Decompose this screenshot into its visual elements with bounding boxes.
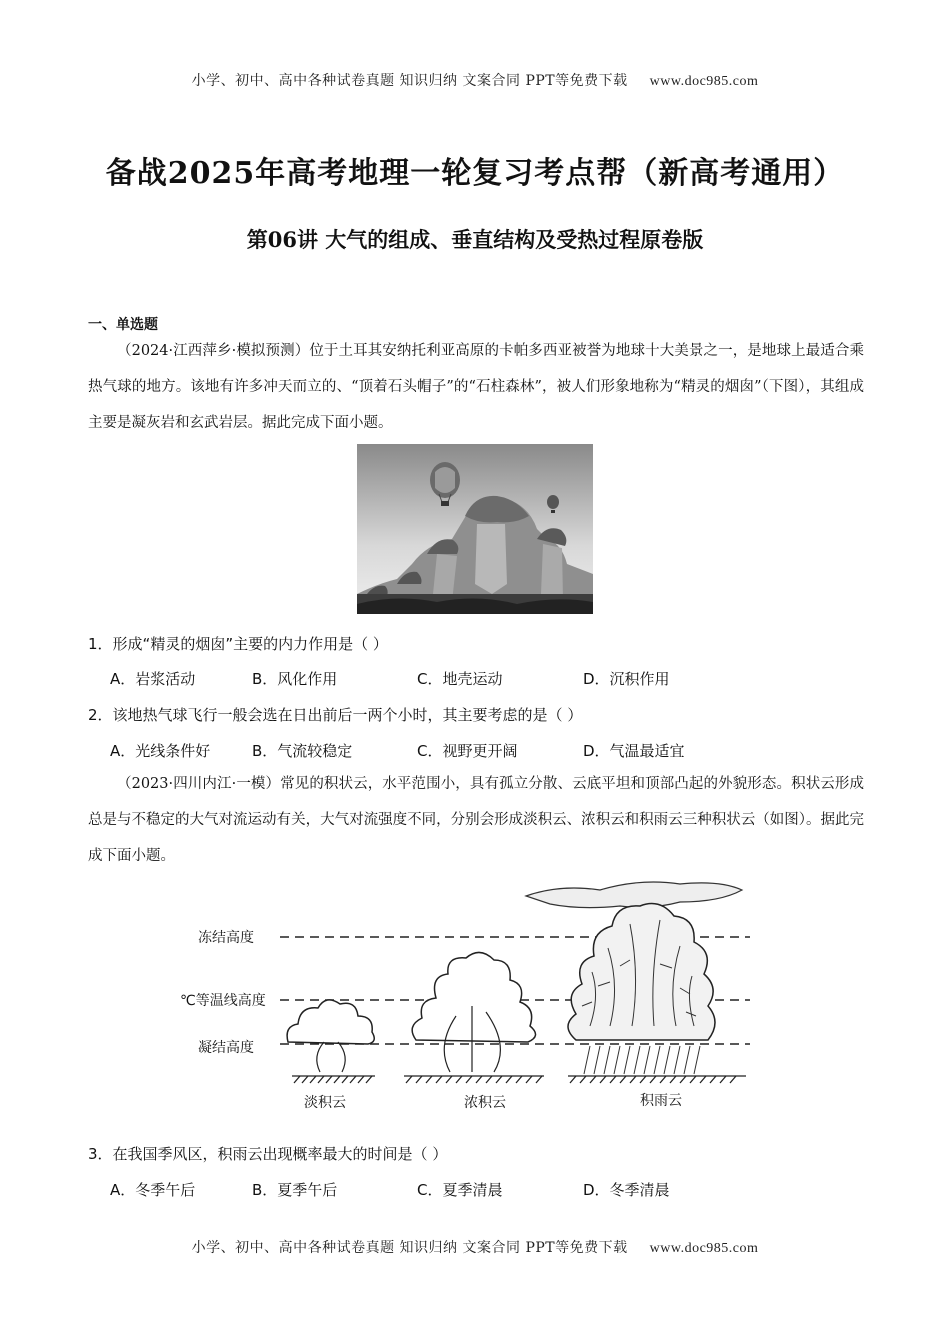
condensation-level-label: 凝结高度 — [198, 1040, 254, 1056]
cumulus-congestus-label: 浓积云 — [464, 1095, 506, 1111]
cumulus-humilis-cloud — [287, 1000, 374, 1044]
freezing-level-label: 冻结高度 — [198, 930, 254, 946]
page-header — [0, 70, 950, 90]
cumulonimbus-cloud — [568, 904, 715, 1040]
header-site-link[interactable]: www.doc985.com — [649, 74, 759, 89]
cumulonimbus-anvil — [526, 882, 742, 908]
cumulus-humilis-label: 淡积云 — [304, 1095, 346, 1111]
option-d[interactable]: D．气温最适宜 — [583, 742, 685, 760]
option-a[interactable]: A．光线条件好 — [110, 742, 211, 760]
option-a[interactable]: A．岩浆活动 — [110, 670, 196, 688]
question-2: 2．该地热气球飞行一般会选在日出前后一两个小时，其主要考虑的是（ ） — [88, 706, 583, 724]
option-b[interactable]: B．气流较稳定 — [252, 742, 353, 760]
document-title: 备战2025年高考地理一轮复习考点帮（新高考通用） — [105, 156, 845, 191]
question-1: 1．形成“精灵的烟囱”主要的内力作用是（ ） — [88, 635, 388, 653]
passage-2: （2023·四川内江·一模）常见的积状云，水平范围小，具有孤立分散、云底平坦和顶部凸起的外貌形态。积状云形成总是与不稳定的大气对流运动有关，大气对流强度不同，分别会形成淡积云、浓积云和积雨云三种积状云（如图）。据此完成下面小题。 — [88, 776, 864, 864]
option-b[interactable]: B．夏季午后 — [252, 1181, 338, 1199]
isotherm-level-label: ℃等温线高度 — [180, 993, 266, 1009]
option-d[interactable]: D．沉积作用 — [583, 670, 670, 688]
option-b[interactable]: B．风化作用 — [252, 670, 338, 688]
cumulus-cloud-diagram — [180, 876, 780, 1121]
option-c[interactable]: C．夏季清晨 — [417, 1181, 503, 1199]
footer-text: 小学、初中、高中各种试卷真题 知识归纳 文案合同 PPT等免费下载 — [191, 1240, 628, 1256]
ground-2 — [404, 1076, 544, 1083]
option-a[interactable]: A．冬季午后 — [110, 1181, 196, 1199]
cumulonimbus-label: 积雨云 — [640, 1093, 682, 1109]
document-subtitle: 第06讲 大气的组成、垂直结构及受热过程原卷版 — [246, 227, 704, 252]
cumulus-congestus-cloud — [412, 952, 535, 1042]
ground-3 — [568, 1076, 746, 1083]
ground-1 — [292, 1076, 375, 1083]
question-3: 3．在我国季风区，积雨云出现概率最大的时间是（ ） — [88, 1145, 448, 1163]
fairy-chimneys-photo — [357, 444, 593, 614]
rain-streaks — [584, 1046, 700, 1074]
header-text: 小学、初中、高中各种试卷真题 知识归纳 文案合同 PPT等免费下载 — [191, 73, 628, 89]
section-heading: 一、单选题 — [88, 317, 158, 333]
option-c[interactable]: C．视野更开阔 — [417, 742, 518, 760]
option-c[interactable]: C．地壳运动 — [417, 670, 503, 688]
passage-1: （2024·江西萍乡·模拟预测）位于土耳其安纳托利亚高原的卡帕多西亚被誉为地球十大美景之一，是地球上最适合乘热气球的地方。该地有许多冲天而立的、“顶着石头帽子”的“石柱森林”，被人们形象地称为“精灵的烟囱”（下图），其组成主要是凝灰岩和玄武岩层。据此完成下面小题。 — [88, 343, 864, 431]
page-footer — [0, 1237, 950, 1257]
option-d[interactable]: D．冬季清晨 — [583, 1181, 670, 1199]
footer-site-link[interactable]: www.doc985.com — [649, 1241, 759, 1256]
